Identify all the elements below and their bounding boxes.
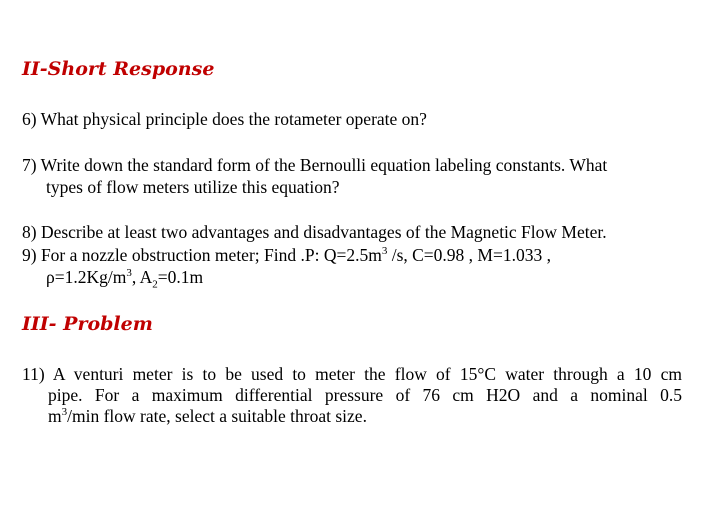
question-9-line-1 [22,245,551,265]
question-9 [22,244,551,291]
question-8: 8) Describe at least two advantages and disadvantages of the Magnetic Flow Meter. [22,222,607,242]
question-9-line-2 [22,266,551,291]
area-subscript: 2 [152,278,158,291]
section-heading-problem: III- Problem [22,313,153,335]
problem-line-2: pipe. For a maximum differential pressure of 76 cm H2O and a nominal 0.5 [48,385,682,405]
area-text: , A [131,267,153,287]
question-7 [22,154,607,198]
density-exponent: 3 [126,267,132,280]
flow-unit-rest: /min flow rate, select a suitable throat size. [67,406,367,426]
density-text: ρ=1.2Kg/m [46,267,127,287]
flow-unit-m: m [48,406,62,426]
problem-line-1: 11) A venturi meter is to be used to meter the flow of 15°C water through a 10 cm [22,364,682,384]
question-7-line-2: types of flow meters utilize this equation? [46,177,340,197]
question-9-text-a: 9) For a nozzle obstruction meter; Find .P: Q=2.5m [22,245,382,265]
question-6: 6) What physical principle does the rotameter operate on? [22,109,427,129]
problem-11 [22,364,682,427]
section-heading-short-response: II-Short Response [22,58,215,80]
area-value: =0.1m [157,267,204,287]
exponent-3: 3 [381,245,388,258]
question-7-line-1: 7) Write down the standard form of the Bernoulli equation labeling constants. What [22,155,608,175]
problem-line-3 [22,406,682,427]
question-9-text-b: /s, C=0.98 , M=1.033 , [387,245,551,265]
flow-unit-exponent: 3 [61,406,68,419]
